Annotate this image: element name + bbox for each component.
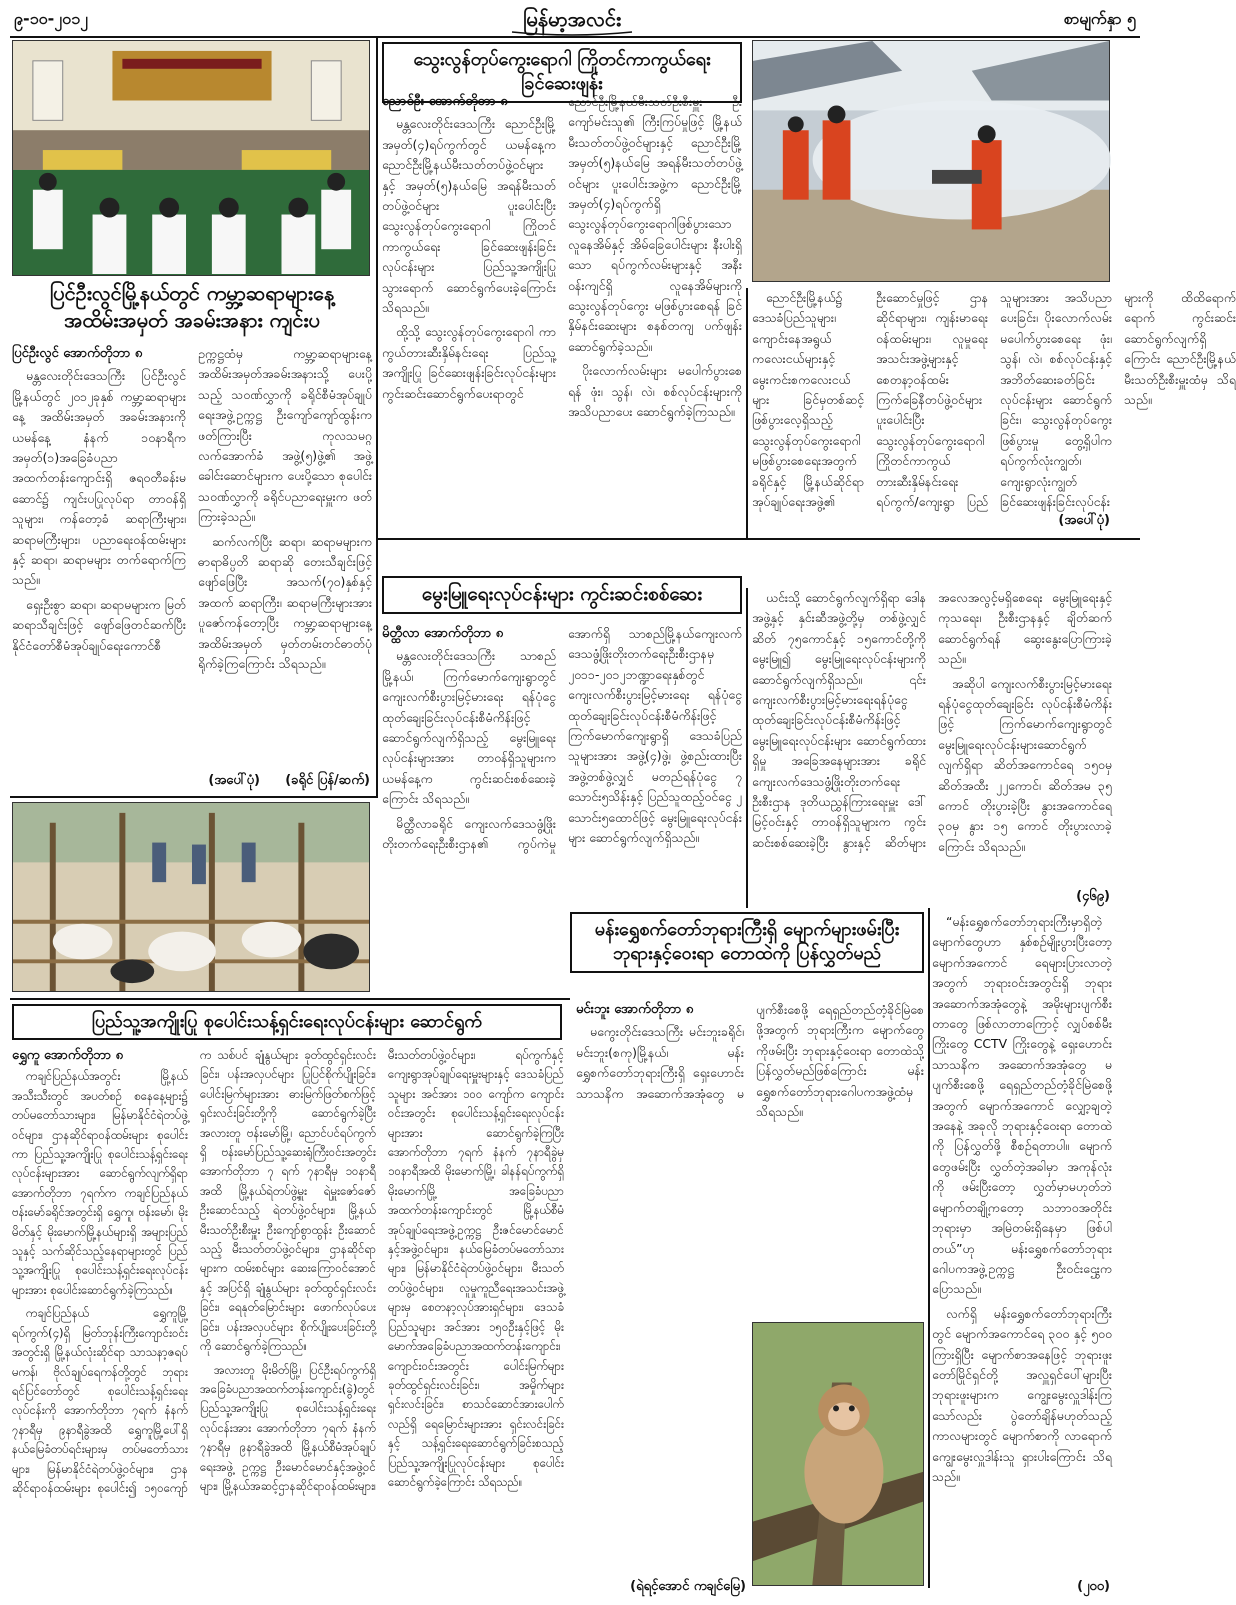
dengue-article-body: [382, 92, 742, 536]
cleanup-paragraph: ကချင်ပြည်နယ်အတွင်း မြို့နယ်အသီးသီးတွင် အပတ်စဉ် စနေနေ့များ၌ တပ်မတော်သားများ၊ မြန်မာနိုင်ငံရဲတပ်ဖွဲ့ဝင်များ၊ ဌာနဆိုင်ရာဝန်ထမ်းများ စုပေါင်းကာ ပြည်သူ့အကျိုးပြု စုပေါင်းသန့်ရှင်းရေးလုပ်ငန်းများအား ဆောင်ရွက်လျက်ရှိရာ အောက်တိုဘာ ၇ရက်က ကချင်ပြည်နယ် ဗန်းမော်ခရိုင်အတွင်းရှိ ရွှေကူ၊ ဗန်းမော်၊ မိုးမိတ်နှင့် မိုးမောက်မြို့နယ်များရှိ အများပြည်သူနှင့် သက်ဆိုင်သည့်နေရာများတွင် ပြည်သူ့အကျိုးပြု စုပေါင်းသန့်ရှင်းရေးလုပ်ငန်းများအား စုပေါင်းဆောင်ရွက်ခဲ့ကြသည်။: [12, 1069, 188, 1297]
goat-farm-photo: [12, 802, 370, 992]
school-photo-ref: (အပေါ်ပုံ): [208, 773, 260, 788]
svg-text:မြန်မာ့အလင်း: မြန်မာ့အလင်း: [522, 7, 622, 31]
livestock-article-continued: [752, 588, 1112, 888]
cleanup-paragraph: ကချင်ပြည်နယ် ရွှေကူမြို့ ရပ်ကွက်(၄)ရှိ မြတ်ဘုန်းကြီးကျောင်းဝင်းအတွင်းရှိ မြို့နယ်လုံးဆိုင်ရာ သာသနာ့ဇရပ်မကန်၊ ဗိုလ်ချုပ်ရေကန်တို့တွင် ဘုရားရင်ပြင်တော်တွင် စုပေါင်းသန့်ရှင်းရေးလုပ်ငန်းကို အောက်တိုဘာ ၇ရက် နံနက် ၇နာရီမှ ၉နာရီခွဲအထိ ရွှေကူမြို့ပေါ်ရှိ နယ်မြေခံတပ်ရင်းများမှ တပ်မတော်သားများ၊ မြန်မာနိုင်ငံရဲတပ်ဖွဲ့ဝင်များ၊ ဌာနဆိုင်ရာဝန်ထမ်းများ စုပေါင်း၍ ၁၅၀ကျော်က သစ်ပင် ချုံနွယ်များ ခုတ်ထွင်ရှင်းလင်းခြင်း၊ ပန်းအလှပင်များ ပြုပြင်စိုက်ပျိုးခြင်း၊ ပေါင်းမြက်များအား ဓားမြက်ဖြတ်စက်ဖြင့် ရှင်းလင်းခြင်းတို့ကို ဆောင်ရွက်ခဲ့ပြီး အလားတူ ဗန်းမော်မြို့၊ ညောင်ပင်ရပ်ကွက်ရှိ ဗန်းမော်ပြည်သူ့ဆေးရုံကြီးဝင်းအတွင်း အောက်တိုဘာ ၇ ရက် ၇နာရီမှ ၁၀နာရီအထိ မြို့နယ်ရဲတပ်ဖွဲ့မှူး ရဲမှူးဇော်ဇော် ဦးဆောင်သည့် ရဲတပ်ဖွဲ့ဝင်များ၊ မြို့နယ်မီးသတ်ဦးစီးမှူး ဦးကျော်စွာထွန်း ဦးဆောင်သည့် မီးသတ်တပ်ဖွဲ့ဝင်များ၊ ဌာနဆိုင်ရာများက ထမ်းစင်များ ဆေးကြောဝင်အောင်နှင့် အပြင်ရှိ ချုံနွယ်များ ခုတ်ထွင်ရှင်းလင်းခြင်း၊ ရေနုတ်မြောင်းများ ဖောက်လုပ်ပေးခြင်း၊ ပန်းအလှပင်များ စိုက်ပျိုးပေးခြင်းတို့ကို ဆောင်ရွက်ခဲ့ကြသည်။: [12, 1048, 376, 1495]
livestock-article-body: [382, 624, 742, 904]
livestock-number: (၄၆၉): [1076, 889, 1110, 904]
dengue-headline: သွေးလွန်တုပ်ကွေးရောဂါ ကြိုတင်ကာကွယ်ရေး ခြင်ဆေးဖျန်း: [382, 42, 742, 103]
monkey-paragraph: “မန်းရွှေစက်တော်ဘုရားကြီးမှာရှိတဲ့ မျောက်တွေဟာ နှစ်စဉ်မျိုးပွားပြီးတော့ မျောက်အကောင် ရေများပြားလာတဲ့အတွက် ဘုရားဝင်းအတွင်းရှိ ဘုရားအဆောက်အအုံတွေနဲ့ အမိုးများပျက်စီးတာတွေ ဖြစ်လာတာကြောင့် လျှပ်စစ်မီးကြိုးတွေ CCTV ကြိုးတွေနဲ့ ရှေးဟောင်းသာသနိက အဆောက်အအုံတွေ မပျက်စီးစေဖို့ ရေရှည်တည်တံ့ခိုင်မြဲစေဖို့အတွက် မျောက်အကောင် လျှော့ချတဲ့အနေနဲ့ အခုလို ဘုရားနှင့်ဝေးရာ တောထဲကို ပြန်လွှတ်ဖို့ စီစဉ်ရတာပါ။ မျောက်တွေဖမ်းပြီး လွှတ်တဲ့အခါမှာ အကုန်လုံးကို ဖမ်းပြီးတော့ လွှတ်မှာမဟုတ်ဘဲ မျောက်တချို့ကတော့ သဘာဝအတိုင်း ဘုရားမှာ အမြဲတမ်းရှိနေမှာ ဖြစ်ပါတယ်”ဟု မန်းရွှေစက်တော်ဘုရားဂေါပကအဖွဲ့ဥက္ကဋ္ဌ ဦးဝင်းဌွေးက ပြောသည်။: [932, 914, 1112, 1297]
livestock-paragraph: မန္တလေးတိုင်းဒေသကြီး သာစည်မြို့နယ်၊ ကြက်မောက်ကျေးရွာတွင် ကျေးလက်စီးပွားမြင့်မားရေး ရန်ပုံငွေထုတ်ချေးခြင်းလုပ်ငန်းစီမံကိန်းဖြင့် ဆောင်ရွက်လျက်ရှိသည့် မွေးမြူရေးလုပ်ငန်းများအား တာဝန်ရှိသူများက ယမန်နေ့က ကွင်းဆင်းစစ်ဆေးခဲ့ကြောင်း သိရသည်။: [382, 648, 556, 807]
dengue-paragraph: ညောင်ဦးမြို့နယ်၌ ဒေသခံပြည်သူများ၊ ကျောင်းနေအရွယ် ကလေးငယ်များနှင့် မွေးကင်းစကလေးငယ်များ ခြင်မှတစ်ဆင့် ဖြစ်ပွားလေ့ရှိသည့် သွေးလွန်တုပ်ကွေးရောဂါ မဖြစ်ပွားစေရေးအတွက် ခရိုင်နှင့် မြို့နယ်ဆိုင်ရာ အုပ်ချုပ်ရေးအဖွဲ့၏ ဦးဆောင်မှုဖြင့် ဌာနဆိုင်ရာများ၊ ကျန်းမာရေးဝန်ထမ်းများ၊ လူမှုရေးအသင်းအဖွဲ့များနှင့် စေတနာ့ဝန်ထမ်း ကြက်ခြေနီတပ်ဖွဲ့ဝင်များ ပူးပေါင်းပြီး သွေးလွန်တုပ်ကွေးရောဂါ ကြိုတင်ကာကွယ် တားဆီးနှိမ်နင်းရေး ရပ်ကွက်/ကျေးရွာ ပြည်သူများအား အသိပညာပေးခြင်း၊ ပိုးလောက်လမ်း မပေါက်ပွားစေရေး ဖုံး၊ သွန်၊ လဲ၊ စစ်လုပ်ငန်းနှင့် အဘိတ်ဆေးခတ်ခြင်းလုပ်ငန်းများ ဆောင်ရွက်ခြင်း၊ သွေးလွန်တုပ်ကွေးဖြစ်ပွားမှု တွေ့ရှိပါက ရပ်ကွက်လုံးကျွတ်၊ ကျေးရွာလုံးကျွတ် ခြင်ဆေးဖျန်းခြင်းလုပ်ငန်းများကို ထိထိရောက်ရောက် ကွင်းဆင်းဆောင်ရွက်လျက်ရှိကြောင်း ညောင်ဦးမြို့နယ်မီးသတ်ဦးစီးမှူးထံမှ သိရသည်။: [752, 290, 1236, 510]
section-divider: [10, 796, 376, 798]
section-divider: [10, 998, 570, 1000]
livestock-byline: မိတ္ထီလာ အောက်တိုဘာ ၈: [382, 626, 504, 641]
livestock-paragraph: မိတ္ထီလာခရိုင် ကျေးလက်ဒေသဖွံ့ဖြိုးတိုးတက်ရေးဦးစီးဌာန၏ ကွပ်ကဲမှုအောက်ရှိ သာစည်မြို့နယ်ကျေးလက်ဒေသဖွံ့ဖြိုးတိုးတက်ရေးဦးစီးဌာနမှ ၂၀၁၁-၂၀၁၂ဘဏ္ဍာရေးနှစ်တွင် ကျေးလက်စီးပွားမြင့်မားရေး ရန်ပုံငွေထုတ်ချေးခြင်းလုပ်ငန်းစီမံကိန်းဖြင့် ကြက်မောက်ကျေးရွာရှိ ဒေသခံပြည်သူများအား အဖွဲ့(၄)ဖွဲ့၊ ဖွဲ့စည်းထားပြီး အဖွဲ့တစ်ဖွဲ့လျှင် မတည်ရန်ပုံငွေ ၇ သောင်း၅သိန်းနှင့် ပြည်သူထည့်ဝင်ငွေ ၂ သောင်း၅ထောင်ဖြင့် မွေးမြူရေးလုပ်ငန်းများ ဆောင်ရွက်လျက်ရှိသည်။: [382, 626, 742, 852]
livestock-headline: မွေးမြူရေးလုပ်ငန်းများ ကွင်းဆင်းစစ်ဆေး: [382, 576, 742, 614]
column-divider: [928, 908, 930, 1588]
cleanup-headline: ပြည်သူ့အကျိုးပြု စုပေါင်းသန့်ရှင်းရေးလုပ်ငန်းများ ဆောင်ရွက်: [12, 1004, 562, 1040]
monkey-article-body: [576, 1000, 924, 1320]
dengue-paragraph: ထို့သို့ သွေးလွန်တုပ်ကွေးရောဂါ ကာကွယ်တားဆီးနှိမ်နင်းရေး ပြည်သူ့အကျိုးပြု ခြင်ဆေးဖျန်းခြင်းလုပ်ငန်းများ ကွင်းဆင်းဆောင်ရွက်ပေးရာတွင် ညောင်ဦးမြို့နယ်မီးသတ်ဦးစီးမှူး ဦးကျော်မင်းသူ၏ ကြီးကြပ်မှုဖြင့် မြို့နယ်မီးသတ်တပ်ဖွဲ့ဝင်များနှင့် ညောင်ဦးမြို့ အမှတ်(၅)နယ်မြေ အရန်မီးသတ်တပ်ဖွဲ့ဝင်များ ပူးပေါင်းအဖွဲ့က ညောင်ဦးမြို့ အမှတ်(၄)ရပ်ကွက်ရှိ သွေးလွန်တုပ်ကွေးရောဂါဖြစ်ပွားသော လူနေအိမ်နှင့် အိမ်ခြေပေါင်းများ နီးပါးရှိသော ရပ်ကွက်လမ်းများနှင့် အနီးဝန်းကျင်ရှိ လူနေအိမ်များကို သွေးလွန်တုပ်ကွေး မဖြစ်ပွားစေရန် ခြင်နှိမ်နင်းဆေးများ စနစ်တကျ ပက်ဖျန်းဆောင်ရွက်ခဲ့သည်။: [382, 94, 742, 401]
newspaper-logo: [492, 2, 652, 36]
dengue-paragraph: ပိုးလောက်လမ်းများ မပေါက်ပွားစေရန် ဖုံး၊ သွန်၊ လဲ၊ စစ်လုပ်ငန်းများကို အသိပညာပေး ဆောင်ရွက်ခဲ့ကြသည်။: [568, 363, 742, 420]
school-headline-line1: ပြင်ဦးလွင်မြို့နယ်တွင် ကမ္ဘာ့ဆရာများနေ့: [49, 281, 335, 305]
dengue-photo-ref: (အပေါ်ပုံ): [1058, 513, 1110, 528]
school-paragraph: ဆက်လက်ပြီး ဆရာ၊ ဆရာမများက ဓာရာဓိပ္ပတိ ဆရာဆို တေးသီချင်းဖြင့် ဖျော်ဖြေပြီး အသက်(၇၀)နှစ်နှင့်အထက် ဆရာကြီး၊ ဆရာမကြီးများအား ပူဇော်ကန်တော့ပြီး ကမ္ဘာ့ဆရာများနေ့ အထိမ်းအမှတ် မှတ်တမ်းတင်ဓာတ်ပုံရိုက်ခဲ့ကြကြောင်း သိရသည်။: [198, 533, 372, 672]
cleanup-article-body: [12, 1046, 564, 1574]
page-number: စာမျက်နှာ ၅: [1063, 9, 1136, 28]
column-divider: [746, 288, 748, 538]
school-paragraph: မန္တလေးတိုင်းဒေသကြီး ပြင်ဦးလွင်မြို့နယ်တွင် ၂၀၁၂ခုနှစ် ကမ္ဘာ့ဆရာများနေ့ အထိမ်းအမှတ် အခမ်းအနားကို ယမန်နေ့ နံနက် ၁၀နာရီက အမှတ်(၁)အခြေခံပညာအထက်တန်းကျောင်းရှိ ဇရဝတီခန်းမဆောင်၌ ကျင်းပပြုလုပ်ရာ တာဝန်ရှိသူများ၊ ကန်တော့ခံ ဆရာကြီးများ၊ ဆရာမကြီးများ၊ ပညာရေးဝန်ထမ်းများနှင့် ဆရာ၊ ဆရာမများ တက်ရောက်ကြသည်။: [12, 368, 186, 588]
monkey-headline-line2: ဘုရားနှင့်ဝေးရာ တောထဲကို ပြန်လွှတ်မည်: [612, 943, 882, 965]
column-divider: [746, 588, 748, 908]
school-headline-line2: အထိမ်းအမှတ် အခမ်းအနား ကျင်းပ: [64, 308, 320, 332]
column-divider: [376, 38, 378, 798]
monkey-paragraph: မကွေးတိုင်းဒေသကြီး မင်းဘူးခရိုင်၊ မင်းဘူး(စကု)မြို့နယ်၊ မန်းရွှေစက်တော်ဘုရားကြီးရှိ ရှေးဟောင်းသာသနိက အဆောက်အအုံတွေ မပျက်စီးစေဖို့ ရေရှည်တည်တံ့ခိုင်မြဲစေဖို့အတွက် ဘုရားကြီးက မျောက်တွေကိုဖမ်းပြီး ဘုရားနှင့်ဝေးရာ တောထဲသို့ ပြန်လွှတ်မည်ဖြစ်ကြောင်း မန်းရွှေစက်တော်ဘုရားဂေါပကအဖွဲ့ထံမှ သိရသည်။: [576, 1002, 924, 1120]
header-rule: [10, 36, 1140, 38]
monkey-paragraph: လက်ရှိ မန်းရွှေစက်တော်ဘုရားကြီးတွင် မျောက်အကောင်ရေ ၃၀၀ နှင့် ၅၀၀ ကြားရှိပြီး မျောက်စာအနေဖြင့် ဘုရားဖူးတော်မြိုင်ရှင်တို့ အလှူရှင်ပေါ်များပြီး ဘုရားဖူးများက ကျွေးမွေးလှူဒါန်းကြသော်လည်း ပွဲတော်ချိန်မဟုတ်သည့် ကာလများတွင် မျောက်စာကို လာရောက်ကျွေးမွေးလှူဒါန်းသူ ရှားပါးကြောင်း သိရသည်။: [932, 1305, 1112, 1484]
livestock-paragraph: အဆိုပါ ကျေးလက်စီးပွားမြင့်မားရေးရန်ပုံငွေထုတ်ချေးခြင်း လုပ်ငန်းစီမံကိန်းဖြင့် ကြက်မောက်ကျေးရွာတွင် မွေးမြူရေးလုပ်ငန်းများဆောင်ရွက်လျက်ရှိရာ ဆိတ်အကောင်ရေ ၁၅၀မှ ဆိတ်အထီး ၂၂ကောင်၊ ဆိတ်အမ ၃၅ ကောင် တိုးပွားခဲ့ပြီး နွားအကောင်ရေ ၃၀မှ နွား ၁၅ ကောင် တိုးပွားလာခဲ့ကြောင်း သိရသည်။: [938, 675, 1112, 854]
cleanup-paragraph: အလားတူ မိုးမိတ်မြို့၊ ပြင်ဦးရပ်ကွက်ရှိ အခြေခံပညာအထက်တန်းကျောင်း(ခွဲ)တွင် ပြည်သူ့အကျိုးပြု စုပေါင်းသန့်ရှင်းရေးလုပ်ငန်းအား အောက်တိုဘာ ၇ရက် နံနက် ၇နာရီမှ ၉နာရီခွဲအထိ မြို့နယ်စီမံအုပ်ချုပ်ရေးအဖွဲ့ ဥက္ကဋ္ဌ ဦးမောင်မောင်နှင့်အဖွဲ့ဝင်များ၊ မြို့နယ်အဆင့်ဌာနဆိုင်ရာဝန်ထမ်းများ၊ မီးသတ်တပ်ဖွဲ့ဝင်များ၊ ရပ်ကွက်နှင့် ကျေးရွာအုပ်ချုပ်ရေးမှူးများနှင့် ဒေသခံပြည်သူများ အင်အား ၁၀၀ ကျော်က ကျောင်းဝင်းအတွင်း စုပေါင်းသန့်ရှင်းရေးလုပ်ငန်းများအား ဆောင်ရွက်ခဲ့ကြပြီး အောက်တိုဘာ ၇ရက် နံနက် ၇နာရီခွဲမှ ၁၀နာရီအထိ မိုးမောက်မြို့၊ ခါနန်ရပ်ကွက်ရှိ မိုးမောက်မြို့ အခြေခံပညာအထက်တန်းကျောင်းတွင် မြို့နယ်စီမံအုပ်ချုပ်ရေးအဖွဲ့ဥက္ကဋ္ဌ ဦးဇင်မောင်မောင်နှင့်အဖွဲ့ဝင်များ၊ နယ်မြေခံတပ်မတော်သားများ၊ မြန်မာနိုင်ငံရဲတပ်ဖွဲ့ဝင်များ၊ မီးသတ်တပ်ဖွဲ့ဝင်များ၊ လူမှုကူညီရေးအသင်းအဖွဲ့များမှ စေတနာ့လုပ်အားရှင်များ၊ ဒေသခံပြည်သူများ အင်အား ၁၅၀ဦးနှင့်ဖြင့် မိုးမောက်အခြေခံပညာအထက်တန်းကျောင်း၊ ကျောင်းဝင်းအတွင်း ပေါင်းမြက်များ ခုတ်ထွင်ရှင်းလင်းခြင်း၊ အမှိုက်များရှင်းလင်းခြင်း၊ စာသင်ဆောင်အားပေါက်လည်ရှိ ရေမြောင်းများအား ရှင်းလင်းခြင်းနှင့် သန့်ရှင်းရေးဆောင်ရွက်ခြင်းစသည့် ပြည်သူ့အကျိုးပြုလုပ်ငန်းများ စုပေါင်းဆောင်ရွက်ခဲ့ကြောင်း သိရသည်။: [200, 1048, 564, 1493]
school-article-body: [12, 344, 372, 772]
cleanup-credit: (ရဲရင့်အောင် ကချင်မြေ): [630, 1579, 746, 1594]
monkey-headline: [570, 912, 924, 973]
monkey-byline: မင်းဘူး အောက်တိုဘာ ၈: [576, 1002, 694, 1017]
monkey-headline-line1: မန်းရွှေစက်တော်ဘုရားကြီးရှိ မျောက်များဖမ်းပြီး: [594, 919, 900, 940]
fogging-firefighters-photo: [752, 40, 1110, 282]
dengue-byline: ညောင်ဦး အောက်တိုဘာ ၈: [382, 94, 508, 109]
dengue-article-continued: [752, 288, 1236, 516]
livestock-paragraph: ယင်းသို့ ဆောင်ရွက်လျက်ရှိရာ ဒေါနအဖွဲ့နှင့် နှင်းဆီအဖွဲ့တို့မှ တစ်ဖွဲ့လျှင် ဆိတ် ၇၅ကောင်နှင့် ၁၅ကောင်တို့ကို မွေးမြူ၍ မွေးမြူရေးလုပ်ငန်းများကို ဆောင်ရွက်လျက်ရှိသည်။ ၎င်းကျေးလက်စီးပွားမြင့်မားရေးရန်ပုံငွေထုတ်ချေးခြင်းလုပ်ငန်းစီမံကိန်းဖြင့် မွေးမြူရေးလုပ်ငန်းများ ဆောင်ရွက်ထားရှိမှု အခြေအနေများအား ခရိုင်ကျေးလက်ဒေသဖွံ့ဖြိုးတိုးတက်ရေးဦးစီးဌာန ဒုတိယညွှန်ကြားရေးမှူး ဒေါ်မြင့်ဝင်းနှင့် တာဝန်ရှိသူများက ကွင်းဆင်းစစ်ဆေးခဲ့ပြီး နွားနှင့် ဆိတ်များ အလေအလွင့်မရှိစေရေး မွေးမြူရေးနှင့် ကုသရေး၊ ဦးစီးဌာနနှင့် ချိတ်ဆက်ဆောင်ရွက်ရန် ဆွေးနွေးပြောကြားခဲ့သည်။: [752, 590, 1112, 850]
monkey-number: (၂၀၀): [1077, 1579, 1110, 1594]
dengue-paragraph: မန္တလေးတိုင်းဒေသကြီး ညောင်ဦးမြို့ အမှတ်(၄)ရပ်ကွက်တွင် ယမန်နေ့က ညောင်ဦးမြို့နယ်မီးသတ်တပ်ဖွဲ့ဝင်များနှင့် အမှတ်(၅)နယ်မြေ အရန်မီးသတ်တပ်ဖွဲ့ဝင်များ ပူးပေါင်းပြီး သွေးလွန်တုပ်ကွေးရောဂါ ကြိုတင်ကာကွယ်ရေး ခြင်ဆေးဖျန်းခြင်း လုပ်ငန်းများ ပြည်သူ့အကျိုးပြု သွားရောက် ဆောင်ရွက်ပေးခဲ့ကြောင်း သိရသည်။: [382, 116, 556, 316]
monkey-photo: [752, 1322, 924, 1586]
school-paragraph: ရှေးဦးစွာ ဆရာ၊ ဆရာမများက မြတ်ဆရာသီချင်းဖြင့် ဖျော်ဖြေတင်ဆက်ပြီး နိုင်ငံတော်စီမံအုပ်ချုပ်ရေးကောင်စီဥက္ကဋ္ဌထံမှ ကမ္ဘာ့ဆရာများနေ့ အထိမ်းအမှတ်အခမ်းအနားသို့ ပေးပို့သည့် သဝဏ်လွှာကို ခရိုင်စီမံအုပ်ချုပ်ရေးအဖွဲ့ဥက္ကဋ္ဌ ဦးကျော်ကျော်ထွန်းက ဖတ်ကြားပြီး ကုလသမဂ္ဂ လက်အောက်ခံ အဖွဲ့(၅)ဖွဲ့၏ အဖွဲ့ခေါင်းဆောင်များက ပေးပို့သော စုပေါင်းသဝဏ်လွှာကို ခရိုင်ပညာရေးမှူးက ဖတ်ကြားခဲ့သည်။: [12, 346, 372, 653]
monkey-article-continued: [932, 912, 1112, 1572]
school-headline: [12, 280, 372, 334]
school-byline: ပြင်ဦးလွင် အောက်တိုဘာ ၈: [12, 346, 143, 361]
cleanup-byline: ရွှေကူ အောက်တိုဘာ ၈: [12, 1048, 124, 1063]
issue-date: ၉-၁၀-၂၀၁၂: [14, 9, 88, 28]
school-credit: (ခရိုင် ပြန်/ဆက်): [285, 773, 370, 788]
section-divider: [378, 538, 1140, 540]
teachers-day-photo: [12, 40, 370, 276]
